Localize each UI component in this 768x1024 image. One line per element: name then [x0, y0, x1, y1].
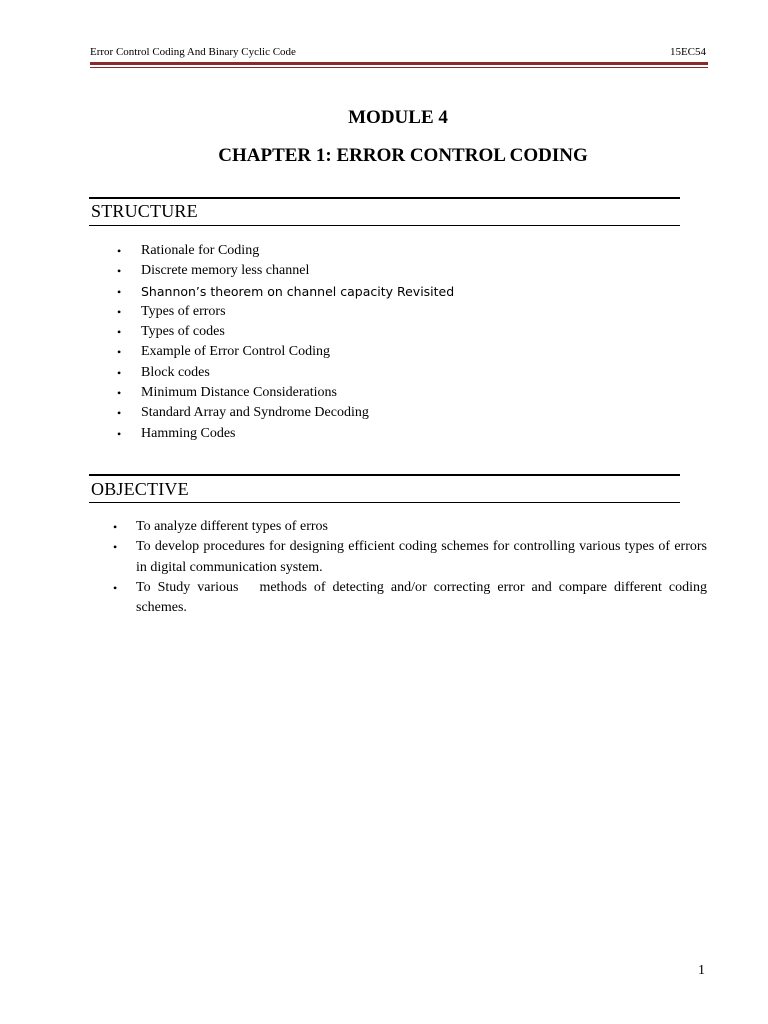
- objective-list: [113, 517, 711, 618]
- bullet: •: [117, 284, 122, 299]
- header-rule-thick: [90, 62, 708, 65]
- bullet: •: [117, 244, 122, 258]
- running-header: [90, 43, 706, 61]
- running-header-title: Error Control Coding And Binary Cyclic Code: [90, 46, 296, 58]
- list-item: [117, 403, 454, 423]
- objective-heading: OBJECTIVE: [91, 479, 189, 499]
- structure-item-text: Block codes: [141, 364, 210, 380]
- structure-item-text: Example of Error Control Coding: [141, 344, 330, 360]
- page-number: 1: [698, 963, 705, 978]
- objective-item-text: To analyze different types of erros: [136, 519, 328, 534]
- structure-list: [117, 241, 454, 444]
- bullet: •: [113, 520, 118, 534]
- structure-item-text: Shannon’s theorem on channel capacity Revisited: [141, 283, 455, 299]
- bullet: •: [117, 406, 122, 421]
- objective-rule-bottom: [89, 502, 680, 503]
- bullet: •: [113, 540, 118, 555]
- structure-rule-top: [89, 197, 680, 199]
- bullet: •: [117, 386, 122, 401]
- bullet: •: [117, 325, 122, 340]
- list-item: [117, 261, 454, 281]
- bullet: •: [117, 426, 122, 441]
- structure-rule-bottom: [89, 225, 680, 226]
- structure-item-text: Rationale for Coding: [141, 243, 260, 258]
- bullet: •: [117, 304, 122, 319]
- structure-item-text: Types of codes: [141, 324, 225, 340]
- list-item: [117, 342, 454, 362]
- objective-item-text: To Study various methods of detecting and/or correcting error and compare different coding schemes.: [136, 579, 711, 616]
- structure-item-text: Hamming Codes: [141, 425, 236, 441]
- objective-item-text: To develop procedures for designing efficient coding schemes for controlling various types of errors in digital communication system.: [136, 539, 707, 575]
- objective-rule-top: [89, 474, 680, 476]
- structure-item-text: Minimum Distance Considerations: [141, 385, 337, 401]
- list-item: [117, 383, 454, 403]
- header-rule-thin: [90, 67, 708, 68]
- list-item: [117, 241, 454, 261]
- structure-item-text: Standard Array and Syndrome Decoding: [141, 405, 369, 421]
- list-item: [113, 517, 707, 537]
- list-item: [117, 302, 454, 322]
- list-item: [117, 363, 454, 383]
- structure-item-text: Discrete memory less channel: [141, 263, 310, 279]
- bullet: •: [117, 365, 122, 380]
- list-item: [113, 578, 711, 619]
- chapter-title: CHAPTER 1: ERROR CONTROL CODING: [218, 145, 588, 166]
- bullet: •: [113, 580, 118, 595]
- module-title: MODULE 4: [348, 107, 448, 128]
- list-item: [117, 282, 454, 302]
- course-code: 15EC54: [669, 46, 706, 58]
- structure-item-text: Types of errors: [141, 303, 226, 319]
- list-item: [117, 322, 454, 342]
- list-item: [117, 424, 454, 444]
- bullet: •: [117, 345, 122, 360]
- bullet: •: [117, 264, 122, 279]
- structure-heading: STRUCTURE: [91, 201, 198, 221]
- list-item: [113, 537, 707, 578]
